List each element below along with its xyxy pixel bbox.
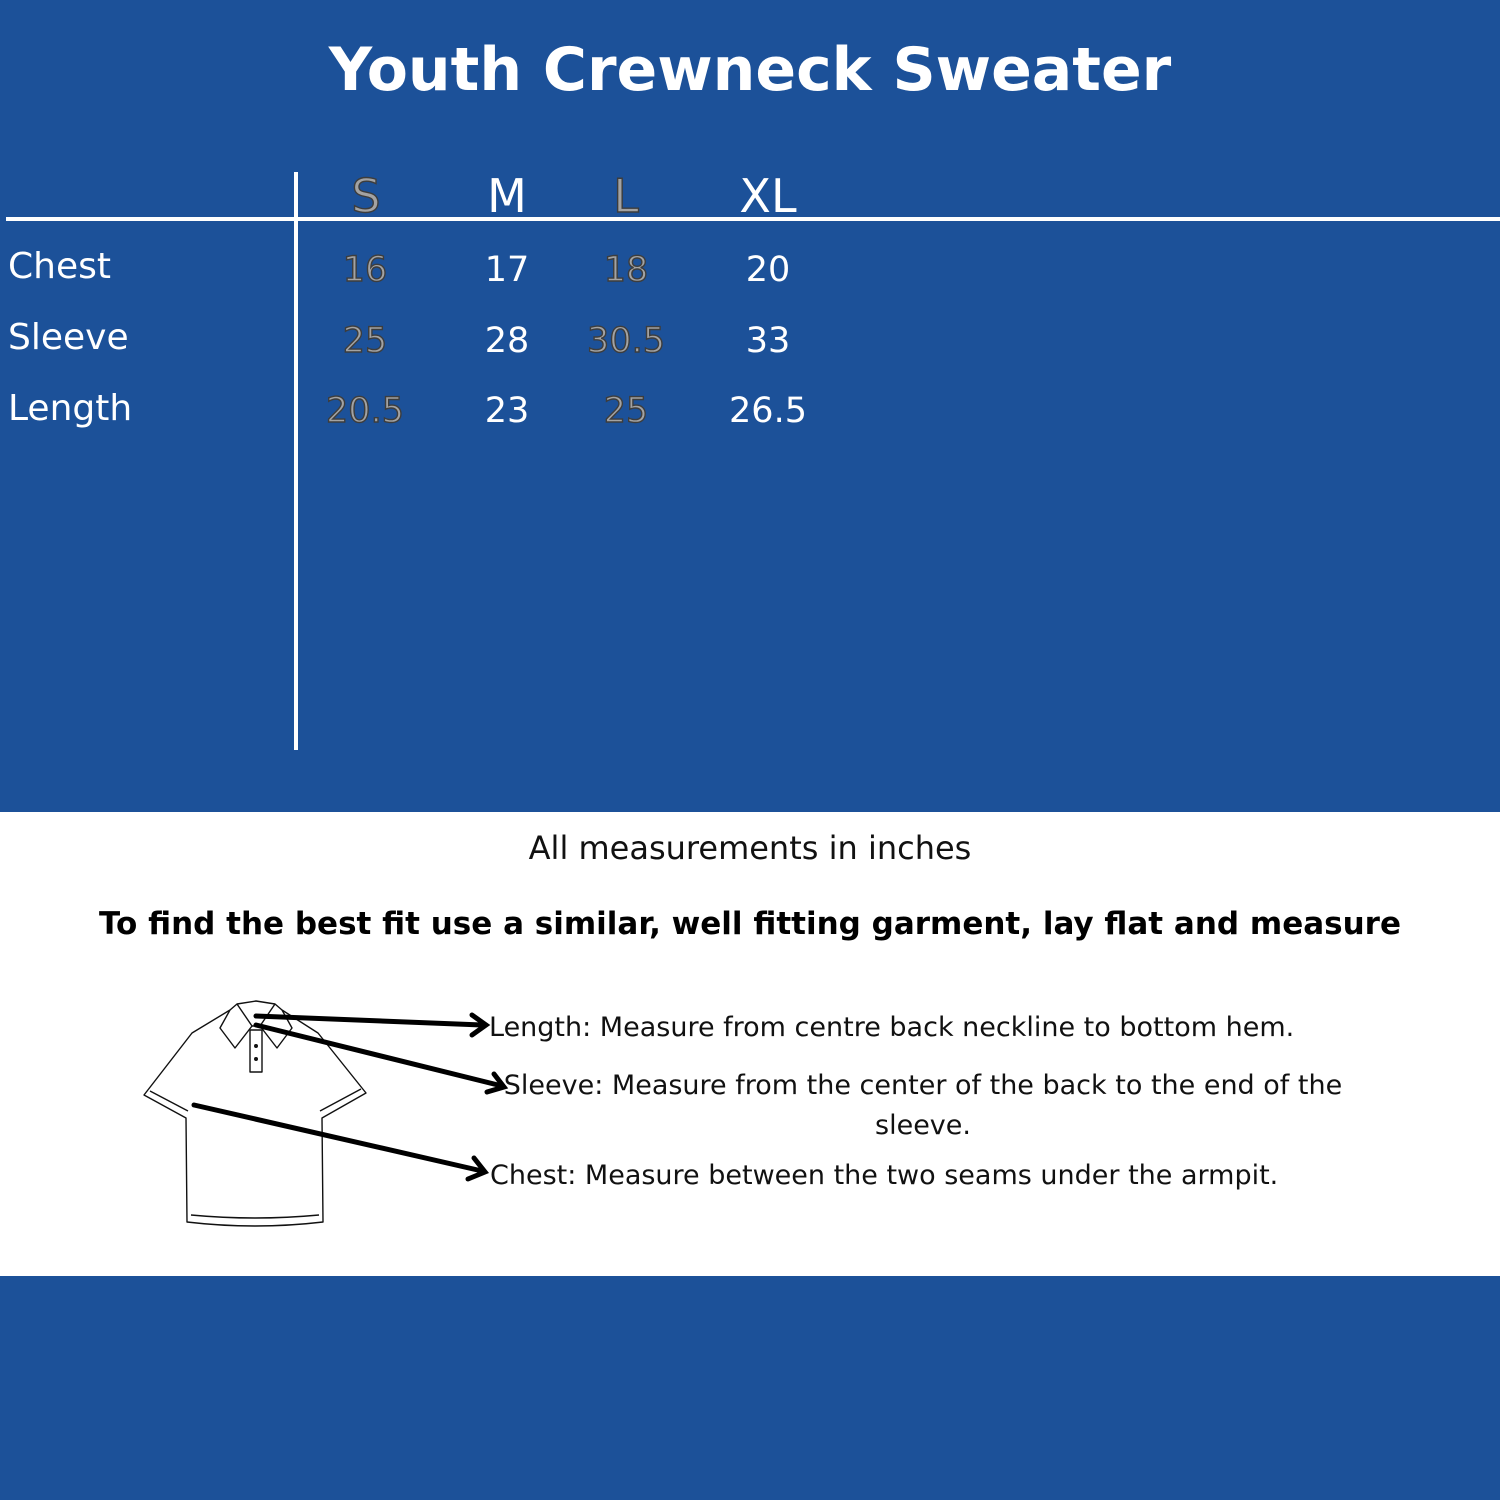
sleeve-l-value: 30.5: [587, 321, 665, 361]
page-title: Youth Crewneck Sweater: [328, 35, 1172, 105]
chest-m-value: 17: [484, 250, 530, 290]
chest-s-value: 16: [342, 250, 388, 290]
row-label-length: Length: [8, 388, 133, 429]
length-xl-value: 26.5: [729, 391, 807, 431]
length-m-value: 23: [484, 391, 530, 431]
size-header-s: S: [351, 169, 381, 223]
length-guide-text: Length: Measure from centre back neckline to bottom hem.: [489, 1012, 1295, 1043]
sleeve-guide-text: Sleeve: Measure from the center of the back to the end of the sleeve.: [503, 1070, 1343, 1141]
length-s-value: 20.5: [326, 391, 404, 431]
size-header-l: L: [613, 169, 639, 223]
units-note: All measurements in inches: [528, 829, 972, 867]
sleeve-s-value: 25: [342, 321, 388, 361]
shirt-diagram-icon: [130, 990, 530, 1240]
size-header-xl: XL: [739, 169, 797, 223]
row-label-chest: Chest: [8, 246, 111, 287]
sleeve-m-value: 28: [484, 321, 530, 361]
chest-l-value: 18: [603, 250, 649, 290]
fit-instruction: To find the best fit use a similar, well fitting garment, lay flat and measure: [99, 906, 1401, 942]
size-header-m: M: [487, 169, 527, 223]
table-label-divider: [294, 172, 298, 750]
length-l-value: 25: [603, 391, 649, 431]
row-label-sleeve: Sleeve: [8, 317, 129, 358]
sleeve-xl-value: 33: [745, 321, 791, 361]
chest-xl-value: 20: [745, 250, 791, 290]
chest-guide-text: Chest: Measure between the two seams under the armpit.: [490, 1160, 1279, 1191]
